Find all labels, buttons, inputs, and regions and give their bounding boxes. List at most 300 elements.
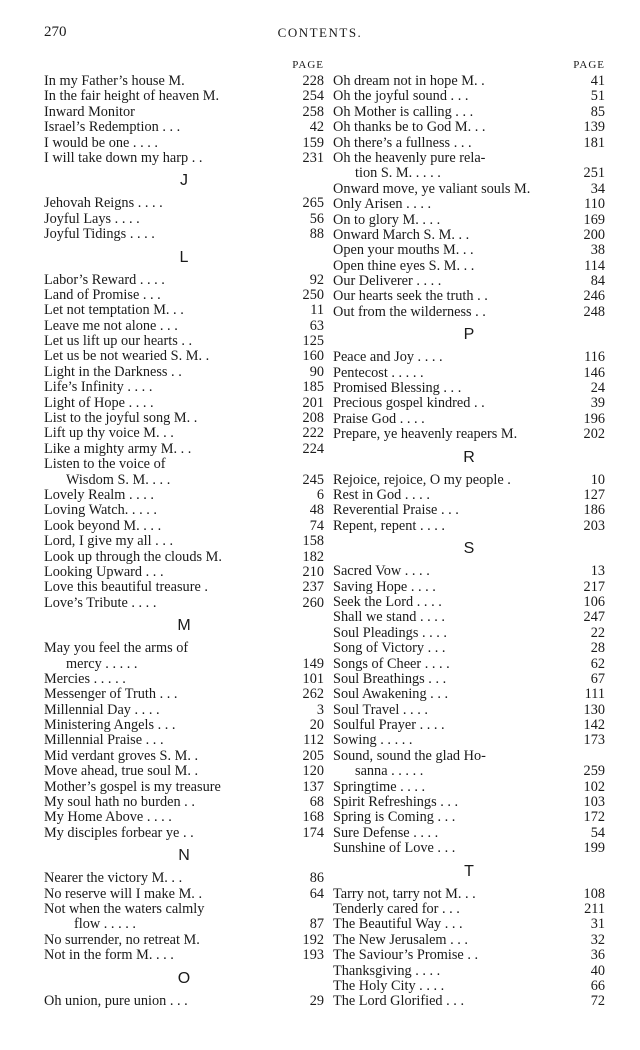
- entry: [44, 488, 324, 503]
- entry: [333, 672, 605, 687]
- entry-page: 85: [590, 103, 605, 120]
- entry-page: 217: [583, 578, 605, 595]
- entry: [333, 718, 605, 733]
- entry-title: Out from the wilderness . .: [333, 304, 486, 320]
- entry-title: Soulful Prayer . . . .: [333, 718, 445, 734]
- entry: [44, 810, 324, 825]
- entry: [333, 243, 605, 258]
- entry: [333, 933, 605, 948]
- entry: [44, 196, 324, 211]
- entry: [44, 365, 324, 380]
- entry-title-line: Listen to the voice of: [44, 456, 166, 473]
- entry: [333, 626, 605, 641]
- entry-page: 208: [302, 410, 324, 427]
- entry: [333, 166, 605, 181]
- entry: [333, 488, 605, 503]
- entry-title: Open your mouths M. . .: [333, 243, 474, 259]
- entry: [333, 503, 605, 518]
- entry-title: Labor’s Reward . . . .: [44, 272, 165, 288]
- entry: [333, 473, 605, 488]
- entry-title: No reserve will I make M. .: [44, 886, 203, 902]
- entry-title: Tarry not, tarry not M. . .: [333, 886, 476, 902]
- entry: [333, 105, 605, 120]
- entry-title: mercy . . . . .: [66, 656, 138, 672]
- group-o-right: [333, 74, 605, 151]
- entry-title: Nearer the victory M. . .: [44, 871, 183, 887]
- entry-title: Land of Promise . . .: [44, 287, 161, 303]
- group-n2: [44, 933, 324, 964]
- entry-page: 41: [590, 73, 605, 89]
- entry-title: The Lord Glorified . . .: [333, 994, 465, 1010]
- entry-title: Move ahead, true soul M. .: [44, 764, 199, 780]
- entry: [333, 396, 605, 411]
- entry: [44, 550, 324, 565]
- entry-page: 42: [309, 119, 324, 136]
- entry-page: 68: [309, 794, 324, 811]
- entry: [44, 426, 324, 441]
- entry-title: No surrender, no retreat M.: [44, 932, 200, 948]
- entry-page: 74: [309, 517, 324, 534]
- group-t: [333, 887, 605, 1010]
- entry-title: My soul hath no burden . .: [44, 795, 195, 811]
- entry-title: Wisdom S. M. . . .: [66, 472, 171, 488]
- section-letter-m: M: [177, 617, 191, 635]
- entry-title: Saving Hope . . . .: [333, 579, 436, 595]
- entry-title: Oh thanks be to God M. . .: [333, 120, 486, 136]
- entry-page: 120: [302, 763, 324, 780]
- entry-title: Our Deliverer . . . .: [333, 274, 442, 290]
- entry-title: Light of Hope . . . .: [44, 395, 154, 411]
- group-j: [44, 196, 324, 242]
- entry-page: 108: [583, 885, 605, 902]
- entry-title: Sowing . . . . .: [333, 733, 413, 749]
- entry-title: Jehovah Reigns . . . .: [44, 196, 163, 212]
- entry-title: Mercies . . . . .: [44, 671, 126, 687]
- entry-title: The Holy City . . . .: [333, 978, 445, 994]
- entry-title: Only Arisen . . . .: [333, 197, 432, 213]
- entry-title: Light in the Darkness . .: [44, 364, 182, 380]
- entry: [333, 564, 605, 579]
- entry-title: Seek the Lord . . . .: [333, 594, 442, 610]
- entry-title: Song of Victory . . .: [333, 641, 446, 657]
- entry: [44, 826, 324, 841]
- entry-title: tion S. M. . . . .: [355, 166, 441, 182]
- entry: [333, 197, 605, 212]
- entry: [333, 964, 605, 979]
- entry-page: 193: [302, 947, 324, 964]
- entry-page: 210: [302, 563, 324, 580]
- entry-page: 125: [302, 333, 324, 350]
- group-o2-right: [333, 182, 605, 321]
- entry: [333, 89, 605, 104]
- entry-title: sanna . . . . .: [355, 764, 424, 780]
- entry-page: 116: [584, 349, 605, 366]
- entry: [44, 319, 324, 334]
- section-letter-n: N: [178, 847, 190, 865]
- group-i: [44, 74, 324, 166]
- entry-page: 101: [302, 670, 324, 687]
- section-letter-o: O: [177, 969, 191, 987]
- entry-page: 185: [302, 379, 324, 396]
- section-letter-t: T: [464, 862, 474, 880]
- entry: [333, 213, 605, 228]
- entry-title: Oh the joyful sound . . .: [333, 89, 469, 105]
- entry-title: List to the joyful song M. .: [44, 411, 198, 427]
- entry-page: 247: [583, 609, 605, 626]
- entry-title: Soul Awakening . . .: [333, 687, 449, 703]
- entry-title: Soul Travel . . . .: [333, 702, 428, 718]
- entry-title: Looking Upward . . .: [44, 564, 164, 580]
- entry-title: Life’s Infinity . . . .: [44, 380, 153, 396]
- entry: [333, 74, 605, 89]
- right-column: [333, 56, 605, 1010]
- entry-title: Let us lift up our hearts . .: [44, 334, 193, 350]
- entry-title: Springtime . . . .: [333, 779, 426, 795]
- entry: [44, 871, 324, 886]
- entry-title: Sure Defense . . . .: [333, 825, 439, 841]
- entry-title-line: May you feel the arms of: [44, 640, 189, 657]
- entry: [44, 795, 324, 810]
- group-p: [333, 350, 605, 442]
- entry-page: 103: [583, 794, 605, 811]
- entry: [333, 841, 605, 856]
- entry-page: 199: [583, 840, 605, 857]
- entry-page: 172: [583, 809, 605, 826]
- entry: [333, 979, 605, 994]
- entry-page: 254: [302, 88, 324, 105]
- entry: [333, 274, 605, 289]
- entry: [44, 994, 324, 1009]
- entry-page: 51: [590, 88, 605, 105]
- entry-page: 39: [590, 395, 605, 412]
- entry-page: 250: [302, 286, 324, 303]
- entry-page: 196: [583, 410, 605, 427]
- entry: [44, 411, 324, 426]
- entry: [44, 334, 324, 349]
- entry-page: 84: [590, 273, 605, 290]
- entry: [44, 396, 324, 411]
- entry-title: I would be one . . . .: [44, 135, 158, 151]
- entry-title: Lift up thy voice M. . .: [44, 426, 174, 442]
- entry-title: Spring is Coming . . .: [333, 810, 456, 826]
- entry-title: Reverential Praise . . .: [333, 503, 459, 519]
- entry-page: 203: [583, 517, 605, 534]
- entry-page: 10: [590, 471, 605, 488]
- entry: [44, 503, 324, 518]
- entry: [333, 917, 605, 932]
- entry-page: 34: [590, 180, 605, 197]
- entry-page: 168: [302, 809, 324, 826]
- entry: [333, 182, 605, 197]
- entry: [333, 610, 605, 625]
- entry-page: 245: [302, 471, 324, 488]
- group-o: [44, 994, 324, 1009]
- group-r: [333, 473, 605, 535]
- entry: [44, 303, 324, 318]
- entry-page: 146: [583, 364, 605, 381]
- group-s2: [333, 780, 605, 857]
- entry: [333, 366, 605, 381]
- entry: [333, 595, 605, 610]
- entry-page: 90: [309, 363, 324, 380]
- entry-page: 222: [302, 425, 324, 442]
- entry-page: 11: [310, 302, 324, 319]
- entry-title: Mid verdant groves S. M. .: [44, 748, 199, 764]
- entry-page: 87: [309, 916, 324, 933]
- entry: [333, 733, 605, 748]
- entry: [333, 228, 605, 243]
- entry: [333, 412, 605, 427]
- entry-page: 139: [583, 119, 605, 136]
- entry: [333, 703, 605, 718]
- entry-page: 29: [309, 992, 324, 1009]
- entry: [333, 994, 605, 1009]
- entry-page: 86: [309, 870, 324, 887]
- entry-title: Precious gospel kindred . .: [333, 396, 485, 412]
- entry: [44, 580, 324, 595]
- entry: [333, 810, 605, 825]
- entry-page: 258: [302, 103, 324, 120]
- entry: [44, 657, 324, 672]
- entry-title: Our hearts seek the truth . .: [333, 289, 488, 305]
- entry: [333, 350, 605, 365]
- entry: [44, 933, 324, 948]
- entry-title: Prepare, ye heavenly reapers M.: [333, 427, 518, 443]
- entry-page: 106: [583, 593, 605, 610]
- entry-title: Sunshine of Love . . .: [333, 841, 456, 857]
- entry-page: 149: [302, 655, 324, 672]
- entry: [44, 227, 324, 242]
- entry-title: Ministering Angels . . .: [44, 718, 176, 734]
- entry-page: 127: [583, 486, 605, 503]
- entry-title: Thanksgiving . . . .: [333, 963, 441, 979]
- entry-title-line: Oh the heavenly pure rela-: [333, 149, 486, 166]
- entry-page: 248: [583, 303, 605, 320]
- entry: [333, 381, 605, 396]
- entry-page: 130: [583, 701, 605, 718]
- group-m: [44, 672, 324, 841]
- entry-page: 174: [302, 824, 324, 841]
- entry: [44, 565, 324, 580]
- entry-page: 181: [583, 134, 605, 151]
- entry: [44, 89, 324, 104]
- entry-title: flow . . . . .: [74, 917, 136, 933]
- entry-title: Oh Mother is calling . . .: [333, 104, 474, 120]
- entry: [44, 349, 324, 364]
- entry-page: 24: [590, 380, 605, 397]
- entry: [44, 74, 324, 89]
- entry-title: Tenderly cared for . . .: [333, 901, 460, 917]
- entry-page: 110: [584, 196, 605, 213]
- entry-title: On to glory M. . . .: [333, 212, 441, 228]
- entry-page: 192: [302, 931, 324, 948]
- entry-page: 114: [584, 257, 605, 274]
- left-column: [44, 56, 324, 1009]
- entry: [44, 105, 324, 120]
- entry-page: 260: [302, 594, 324, 611]
- entry-title: Soul Breathings . . .: [333, 671, 447, 687]
- entry: [44, 718, 324, 733]
- entry-title: Sacred Vow . . . .: [333, 564, 430, 580]
- entry-page: 262: [302, 686, 324, 703]
- entry-title: Inward Monitor: [44, 104, 135, 120]
- entry-page: 32: [590, 931, 605, 948]
- entry-page: 173: [583, 732, 605, 749]
- group-s: [333, 564, 605, 749]
- entry-title: Let not temptation M. . .: [44, 303, 184, 319]
- entry-title: Soul Pleadings . . . .: [333, 625, 447, 641]
- entry-page: 200: [583, 226, 605, 243]
- group-n: [44, 871, 324, 902]
- entry-title: Joyful Lays . . . .: [44, 211, 140, 227]
- entry-title: Promised Blessing . . .: [333, 381, 462, 397]
- entry-title: Leave me not alone . . .: [44, 318, 178, 334]
- entry-page: 186: [583, 502, 605, 519]
- entry: [333, 289, 605, 304]
- entry: [44, 136, 324, 151]
- entry-page: 265: [302, 195, 324, 212]
- entry-title: Oh union, pure union . . .: [44, 993, 188, 1009]
- entry-page: 72: [590, 993, 605, 1010]
- entry: [333, 136, 605, 151]
- entry-title: Love this beautiful treasure .: [44, 580, 208, 596]
- entry-page: 224: [302, 440, 324, 457]
- entry-page: 31: [590, 916, 605, 933]
- entry: [44, 733, 324, 748]
- entry-title: Mother’s gospel is my treasure: [44, 779, 221, 795]
- page-column-label: PAGE: [292, 59, 324, 71]
- entry-page: 88: [309, 226, 324, 243]
- entry-title: In my Father’s house M.: [44, 74, 185, 89]
- entry-page: 62: [590, 655, 605, 672]
- entry-page: 112: [303, 732, 324, 749]
- entry-title: Joyful Tidings . . . .: [44, 227, 155, 243]
- entry: [333, 519, 605, 534]
- entry-title: Look up through the clouds M.: [44, 549, 222, 565]
- entry-title: The Beautiful Way . . .: [333, 917, 463, 933]
- entry-title: Messenger of Truth . . .: [44, 687, 178, 703]
- entry: [333, 780, 605, 795]
- entry-title: Look beyond M. . . .: [44, 518, 162, 534]
- entry: [44, 120, 324, 135]
- entry-page: 182: [302, 548, 324, 565]
- entry-title: Spirit Refreshings . . .: [333, 795, 459, 811]
- entry-title: Pentecost . . . . .: [333, 365, 424, 381]
- entry-page: 259: [583, 763, 605, 780]
- entry-page: 201: [302, 394, 324, 411]
- entry-title: Praise God . . . .: [333, 411, 425, 427]
- entry: [44, 212, 324, 227]
- entry-page: 63: [309, 317, 324, 334]
- entry-title: Loving Watch. . . . .: [44, 503, 157, 519]
- entry: [333, 641, 605, 656]
- entry: [44, 703, 324, 718]
- entry-page: 36: [590, 947, 605, 964]
- entry-title: I will take down my harp . .: [44, 150, 203, 166]
- entry-title: Songs of Cheer . . . .: [333, 656, 450, 672]
- section-letter-j: J: [180, 172, 188, 190]
- entry-title: Lovely Realm . . . .: [44, 487, 154, 503]
- entry-title: Not in the form M. . . .: [44, 948, 174, 964]
- entry-page: 246: [583, 288, 605, 305]
- entry-title: In the fair height of heaven M.: [44, 89, 220, 105]
- entry-page: 56: [309, 210, 324, 227]
- entry-page: 160: [302, 348, 324, 365]
- entry-title: Shall we stand . . . .: [333, 610, 445, 626]
- entry-title: Rejoice, rejoice, O my people .: [333, 472, 511, 488]
- entry-page: 205: [302, 747, 324, 764]
- entry-page: 102: [583, 778, 605, 795]
- entry: [333, 580, 605, 595]
- entry-title: Rest in God . . . .: [333, 487, 430, 503]
- entry: [333, 948, 605, 963]
- entry-title: Peace and Joy . . . .: [333, 350, 443, 366]
- entry: [44, 288, 324, 303]
- entry: [333, 657, 605, 672]
- entry: [44, 273, 324, 288]
- entry-title-line: Sound, sound the glad Ho-: [333, 747, 486, 764]
- entry-page: 159: [302, 134, 324, 151]
- group-l2: [44, 488, 324, 611]
- entry-page: 28: [590, 640, 605, 657]
- entry-title: The New Jerusalem . . .: [333, 932, 468, 948]
- entry: [44, 151, 324, 166]
- entry: [333, 887, 605, 902]
- entry: [333, 795, 605, 810]
- entry-title: Onward move, ye valiant souls M.: [333, 181, 531, 197]
- entry-page: 202: [583, 426, 605, 443]
- entry-title: Millennial Praise . . .: [44, 733, 164, 749]
- running-head: CONTENTS.: [277, 25, 363, 40]
- entry-page: 22: [590, 624, 605, 641]
- entry-page: 13: [590, 563, 605, 580]
- entry-title: My disciples forbear ye . .: [44, 825, 194, 841]
- entry-page: 20: [309, 717, 324, 734]
- entry: [44, 519, 324, 534]
- page-column-label: PAGE: [573, 59, 605, 71]
- entry: [333, 427, 605, 442]
- entry: [333, 687, 605, 702]
- entry: [333, 902, 605, 917]
- entry: [44, 672, 324, 687]
- entry-title: Israel’s Redemption . . .: [44, 120, 181, 136]
- section-letter-r: R: [463, 448, 475, 466]
- entry: [44, 887, 324, 902]
- entry-title: Open thine eyes S. M. . .: [333, 258, 475, 274]
- entry-page: 48: [309, 502, 324, 519]
- entry-title: My Home Above . . . .: [44, 810, 172, 826]
- entry-page: 66: [590, 977, 605, 994]
- section-letter-s: S: [463, 540, 475, 558]
- entry-title: Millennial Day . . . .: [44, 702, 160, 718]
- group-l: [44, 273, 324, 458]
- entry: [44, 380, 324, 395]
- entry: [333, 305, 605, 320]
- entry-page: 40: [590, 962, 605, 979]
- entry-page: 92: [309, 271, 324, 288]
- entry-page: 67: [590, 670, 605, 687]
- entry-title: Onward March S. M. . .: [333, 227, 470, 243]
- entry-page: 251: [583, 165, 605, 182]
- entry-title: The Saviour’s Promise . .: [333, 948, 479, 964]
- entry: [44, 780, 324, 795]
- entry-page: 38: [590, 242, 605, 259]
- entry-title: Repent, repent . . . .: [333, 518, 445, 534]
- entry: [333, 259, 605, 274]
- entry: [44, 473, 324, 488]
- entry: [333, 826, 605, 841]
- entry-page: 142: [583, 717, 605, 734]
